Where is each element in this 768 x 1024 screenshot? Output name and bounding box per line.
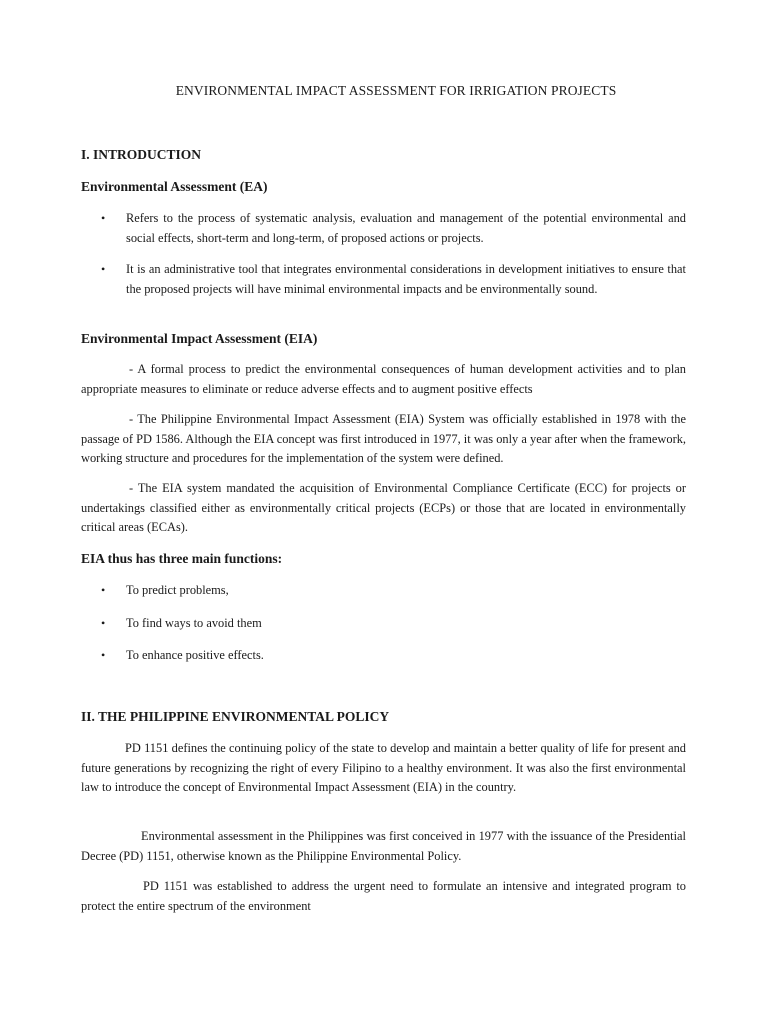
eia-paragraph: - A formal process to predict the environmental consequences of human development activities and to plan appropriate measures to eliminate or reduce adverse effects and to augment positive effects bbox=[81, 362, 686, 396]
bullet-icon: • bbox=[101, 211, 106, 225]
functions-bullet-list bbox=[81, 581, 686, 666]
bullet-icon: • bbox=[101, 262, 106, 276]
ea-bullet-list bbox=[81, 209, 686, 299]
section-heading-introduction: I. INTRODUCTION bbox=[81, 147, 202, 162]
policy-paragraph: PD 1151 defines the continuing policy of the state to develop and maintain a better quality of life for present and future generations by recognizing the right of every Filipino to a healthy environment. It was also the first environmental law to introduce the concept of Environmental Impact Assessment (EIA) in the country. bbox=[81, 741, 686, 794]
list-item bbox=[81, 646, 686, 666]
subheading-environmental-assessment: Environmental Assessment (EA) bbox=[81, 179, 268, 194]
list-item bbox=[81, 614, 686, 634]
ea-bullet-text: It is an administrative tool that integrates environmental considerations in development initiatives to ensure that the proposed projects will have minimal environmental impacts and be environmentally sound. bbox=[126, 262, 686, 296]
bullet-icon: • bbox=[101, 648, 106, 662]
bullet-icon: • bbox=[101, 615, 106, 630]
eia-paragraph: - The Philippine Environmental Impact Assessment (EIA) System was officially established in 1978 with the passage of PD 1586. Although the EIA concept was first introduced in 1977, it was only a year after when the framework, working structure and procedures for the implementation of the system were defined. bbox=[81, 412, 686, 465]
document-title: ENVIRONMENTAL IMPACT ASSESSMENT FOR IRRIGATION PROJECTS bbox=[175, 83, 617, 98]
subheading-eia-functions: EIA thus has three main functions: bbox=[81, 551, 283, 566]
function-text: To predict problems, bbox=[126, 583, 229, 597]
list-item bbox=[81, 581, 686, 601]
policy-paragraph: Environmental assessment in the Philippines was first conceived in 1977 with the issuance of the Presidential Decree (PD) 1151, otherwise known as the Philippine Environmental Policy. bbox=[81, 829, 686, 863]
function-text: To find ways to avoid them bbox=[126, 615, 262, 630]
list-item bbox=[81, 260, 686, 299]
eia-paragraph: - The EIA system mandated the acquisition of Environmental Compliance Certificate (ECC) for projects or undertakings classified either as environmentally critical projects (ECPs) or those that are located in environmentally critical areas (ECAs). bbox=[81, 481, 686, 534]
ea-bullet-text: Refers to the process of systematic analysis, evaluation and management of the potential environmental and social effects, short-term and long-term, of proposed actions or projects. bbox=[126, 211, 686, 245]
list-item bbox=[81, 209, 686, 248]
function-text: To enhance positive effects. bbox=[126, 648, 264, 662]
section-heading-philippine-environmental-policy: II. THE PHILIPPINE ENVIRONMENTAL POLICY bbox=[81, 709, 390, 724]
bullet-icon: • bbox=[101, 583, 106, 597]
policy-paragraph: PD 1151 was established to address the urgent need to formulate an intensive and integrated program to protect the entire spectrum of the environment bbox=[81, 879, 686, 913]
subheading-environmental-impact-assessment: Environmental Impact Assessment (EIA) bbox=[81, 331, 318, 346]
